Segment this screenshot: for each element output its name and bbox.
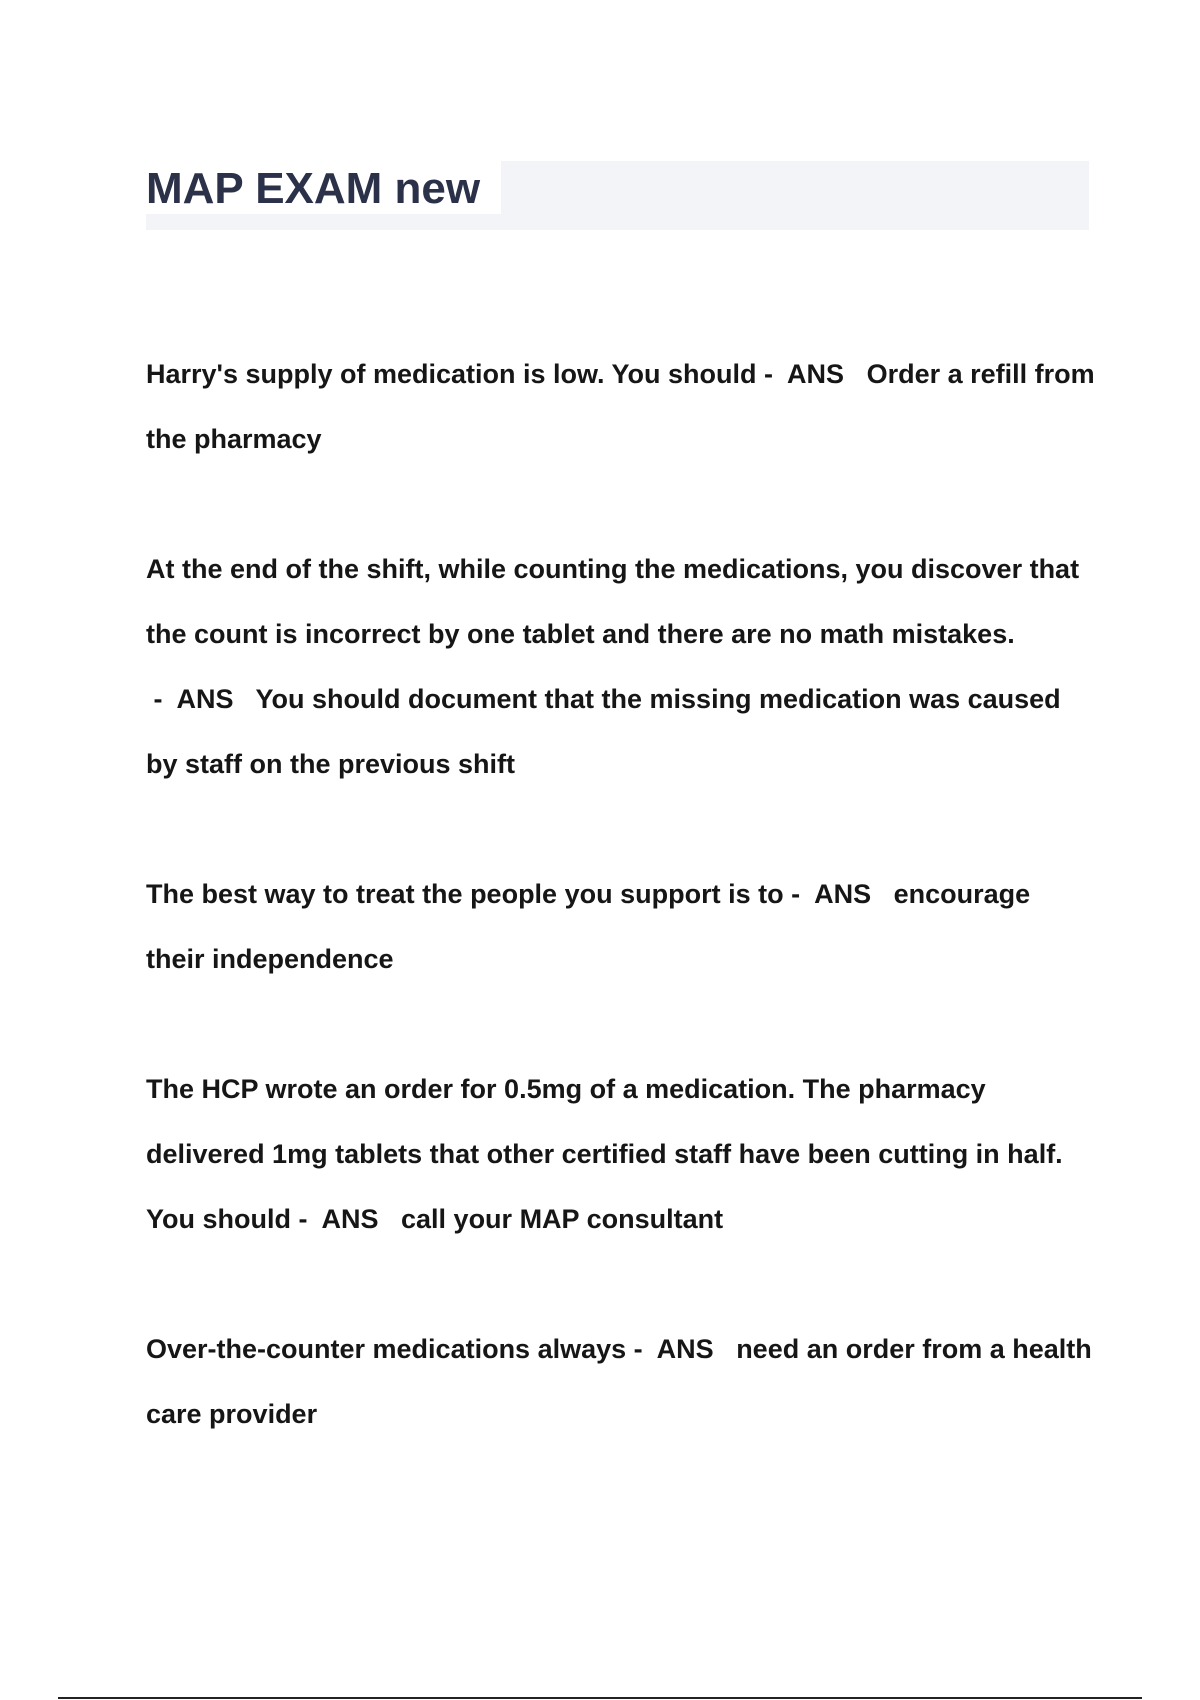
answer-text: Order a refill from the pharmacy (146, 359, 1095, 454)
answer-text: encourage their independence (146, 879, 1031, 974)
page-title: MAP EXAM new (146, 164, 481, 213)
answer-tag: ANS (321, 1204, 379, 1234)
answer-gap (844, 359, 867, 389)
answer-tag: ANS (787, 359, 845, 389)
separator: - (626, 1334, 657, 1364)
question-text: Over-the-counter medications always (146, 1334, 627, 1364)
answer-text: You should document that the missing medication was caused by staff on the previous shift (146, 684, 1061, 779)
separator: - (146, 684, 177, 714)
answer-gap (379, 1204, 402, 1234)
answer-gap (234, 684, 256, 714)
qa-item (146, 1057, 1096, 1252)
qa-item (146, 537, 1096, 797)
answer-text: need an order from a health care provider (146, 1334, 1092, 1429)
answer-tag: ANS (656, 1334, 714, 1364)
answer-gap (714, 1334, 737, 1364)
separator: - (756, 359, 788, 389)
question-text: At the end of the shift, while counting the medications, you discover that the count is incorrect by one tablet and there are no math mistakes. (146, 554, 1080, 649)
answer-text: call your MAP consultant (401, 1204, 724, 1234)
answer-tag: ANS (814, 879, 872, 909)
question-text: The HCP wrote an order for 0.5mg of a medication. The pharmacy delivered 1mg tablets that other certified staff have been cutting in half. You should (146, 1074, 1063, 1234)
separator: - (783, 879, 815, 909)
qa-item (146, 342, 1096, 472)
answer-tag: ANS (176, 684, 234, 714)
question-text: Harry's supply of medication is low. You should (146, 359, 757, 389)
qa-item (146, 862, 1096, 992)
qa-item (146, 1317, 1096, 1447)
footer-divider (58, 1697, 1142, 1699)
answer-gap (871, 879, 894, 909)
question-text: The best way to treat the people you support is to (146, 879, 784, 909)
separator: - (290, 1204, 322, 1234)
